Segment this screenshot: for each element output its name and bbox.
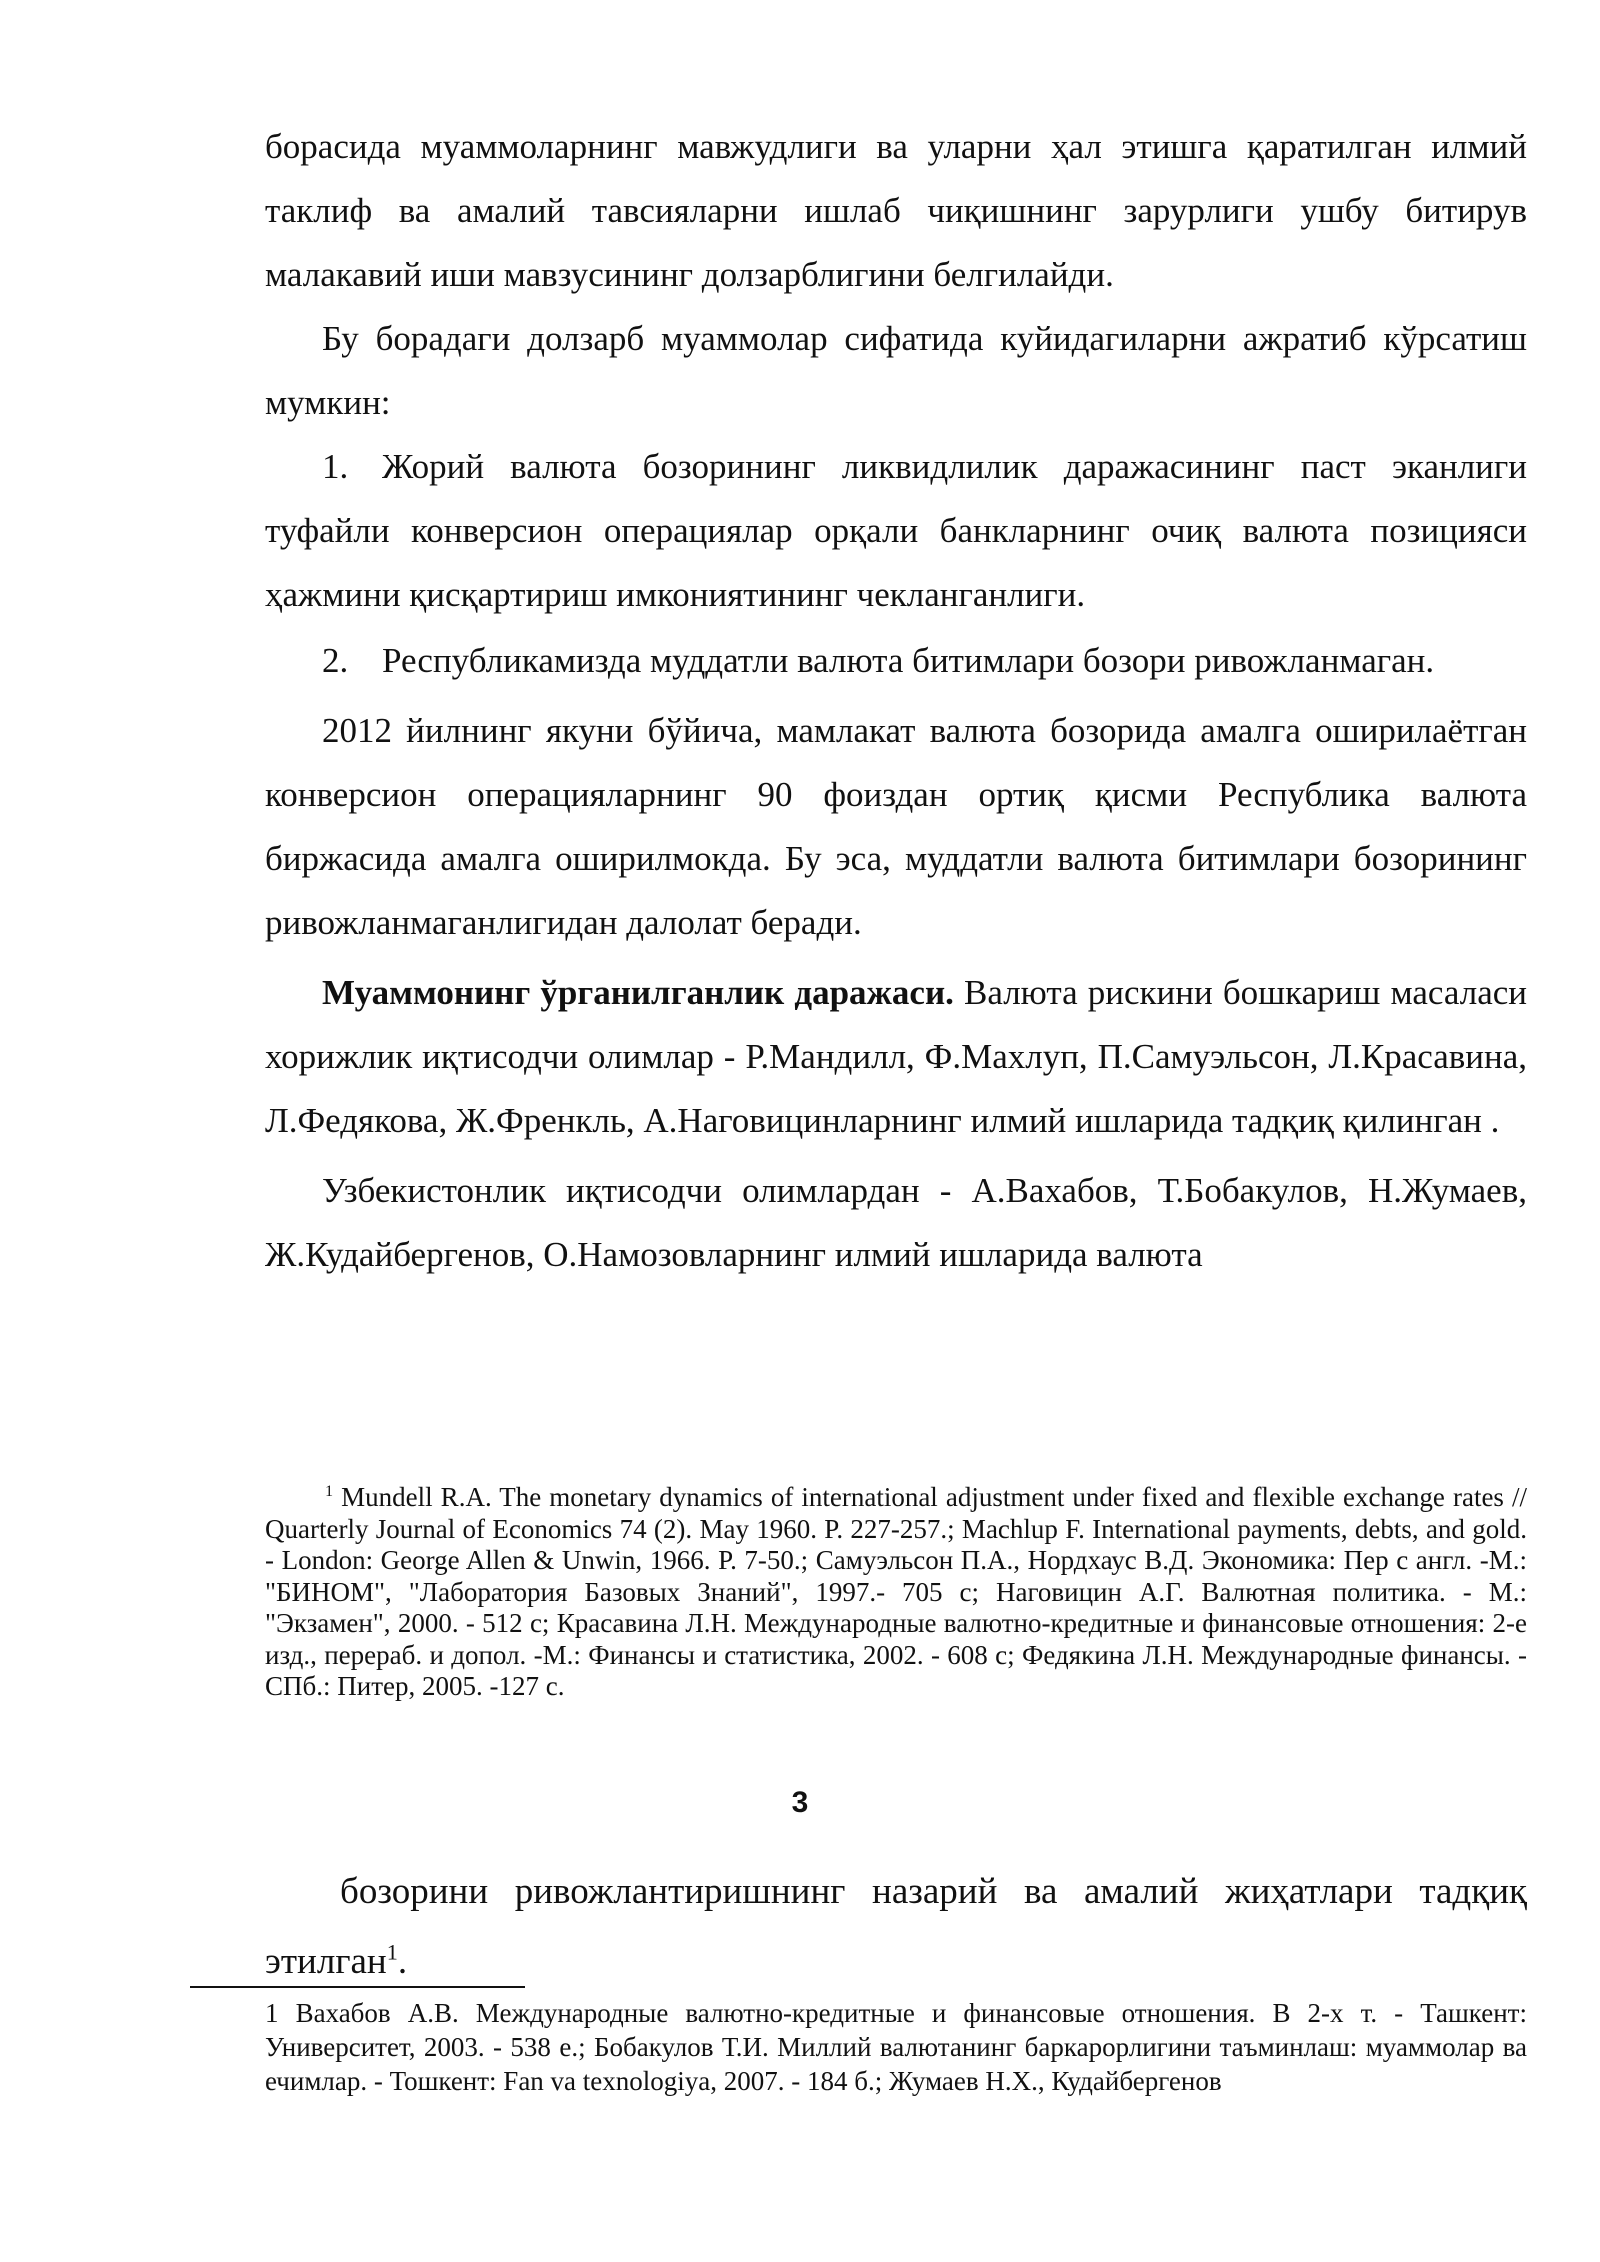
footnote-1-marker: 1 [325,1482,334,1500]
paragraph-problems-intro: Бу борадаги долзарб муаммолар сифатида куйидагиларни ажратиб кўрсатиш мумкин: [265,319,1527,422]
continued-footnote-marker: 1 [386,1939,398,1965]
list-item-2-number: 2. [322,641,349,680]
paragraph-uzbek-scholars: Узбекистонлик иқтисодчи олимлардан - А.Вахабов, Т.Бобакулов, Н.Жумаев, Ж.Кудайбергенов, О.Намозовларнинг илмий ишларида валюта [265,1171,1527,1274]
paragraph-intro: борасида муаммоларнинг мавжудлиги ва уларни ҳал этишга қаратилган илмий таклиф ва амалий тавсияларни ишлаб чиқишнинг зарурлиги ушбу битирув малакавий иши мавзусининг долзарблигини белгилайди. [265,127,1527,294]
continued-text [265,1857,1527,1997]
research-degree-heading: Муаммонинг ўрганилганлик даражаси. [322,973,954,1012]
list-item-1 [265,435,1527,627]
footnote-1-text: Mundell R.A. The monetary dynamics of international adjustment under fixed and flexible exchange rates // Quarterly Journal of Economics 74 (2). May 1960. P. 227-257.; Machlup F. International payments, debts, and gold. - London: George Allen & Unwin, 1966. P. 7-50.; Самуэльсон П.А., Нордхаус В.Д. Экономика: Пер с англ. -М.: "БИНОМ", "Лаборатория Базовых Знаний", 1997.- 705 с; Наговицин А.Г. Валютная политика. - М.: "Экзамен", 2000. - 512 с; Красавина Л.Н. Международные валютно-кредитные и финансовые отношения: 2-е изд., перераб. и допол. -М.: Финансы и статистика, 2002. - 608 с; Федякина Л.Н. Международные финансы. - СПб.: Питер, 2005. -127 с. [265,1482,1527,1701]
research-degree-text: Валюта рискини бошкариш масаласи хорижлик иқтисодчи олимлар - Р.Мандилл, Ф.Махлуп, П.Самуэльсон, Л.Красавина, Л.Федякова, Ж.Френкль, А.Наговицинларнинг илмий ишларида тадқиқ қилинган . [265,973,1527,1140]
continued-paragraph [265,1857,1527,1997]
list-item-2 [265,629,1527,693]
continued-text-end: . [397,1941,408,1982]
page-number: 3 [791,1786,809,1819]
footnote-2: 1 Вахабов А.В. Международные валютно-кредитные и финансовые отношения. В 2-х т. - Ташкент: Университет, 2003. - 538 е.; Бобакулов Т.И. Миллий валютанинг баркарорлигини таъминлаш: муаммолар ва ечимлар. - Тошкент: Fan va texnologiya, 2007. - 184 б.; Жумаев Н.Х., Кудайбергенов [265,1998,1527,2096]
paragraph-research-degree [265,961,1527,1153]
main-body-text [265,115,1527,1287]
list-item-1-number: 1. [322,447,349,486]
continued-text-body: бозорини ривожлантиришнинг назарий ва амалий жиҳатлари тадқиқ этилган [265,1871,1527,1982]
footnote-separator [190,1986,525,1988]
paragraph-statistics: 2012 йилнинг якуни бўйича, мамлакат валюта бозорида амалга оширилаётган конверсион операцияларнинг 90 фоиздан ортиқ қисми Республика валюта биржасида амалга оширилмокда. Бу эса, муддатли валюта битимлари бозорининг ривожланмаганлигидан далолат беради. [265,711,1527,942]
list-item-2-text: Республикамизда муддатли валюта битимлари бозори ривожланмаган. [382,641,1435,680]
footnote-1 [265,1482,1527,1703]
list-item-1-text: Жорий валюта бозорининг ликвидлилик даражасининг паст эканлиги туфайли конверсион операциялар орқали банкларнинг очиқ валюта позицияси ҳажмини қисқартириш имкониятининг чекланганлиги. [265,447,1527,614]
